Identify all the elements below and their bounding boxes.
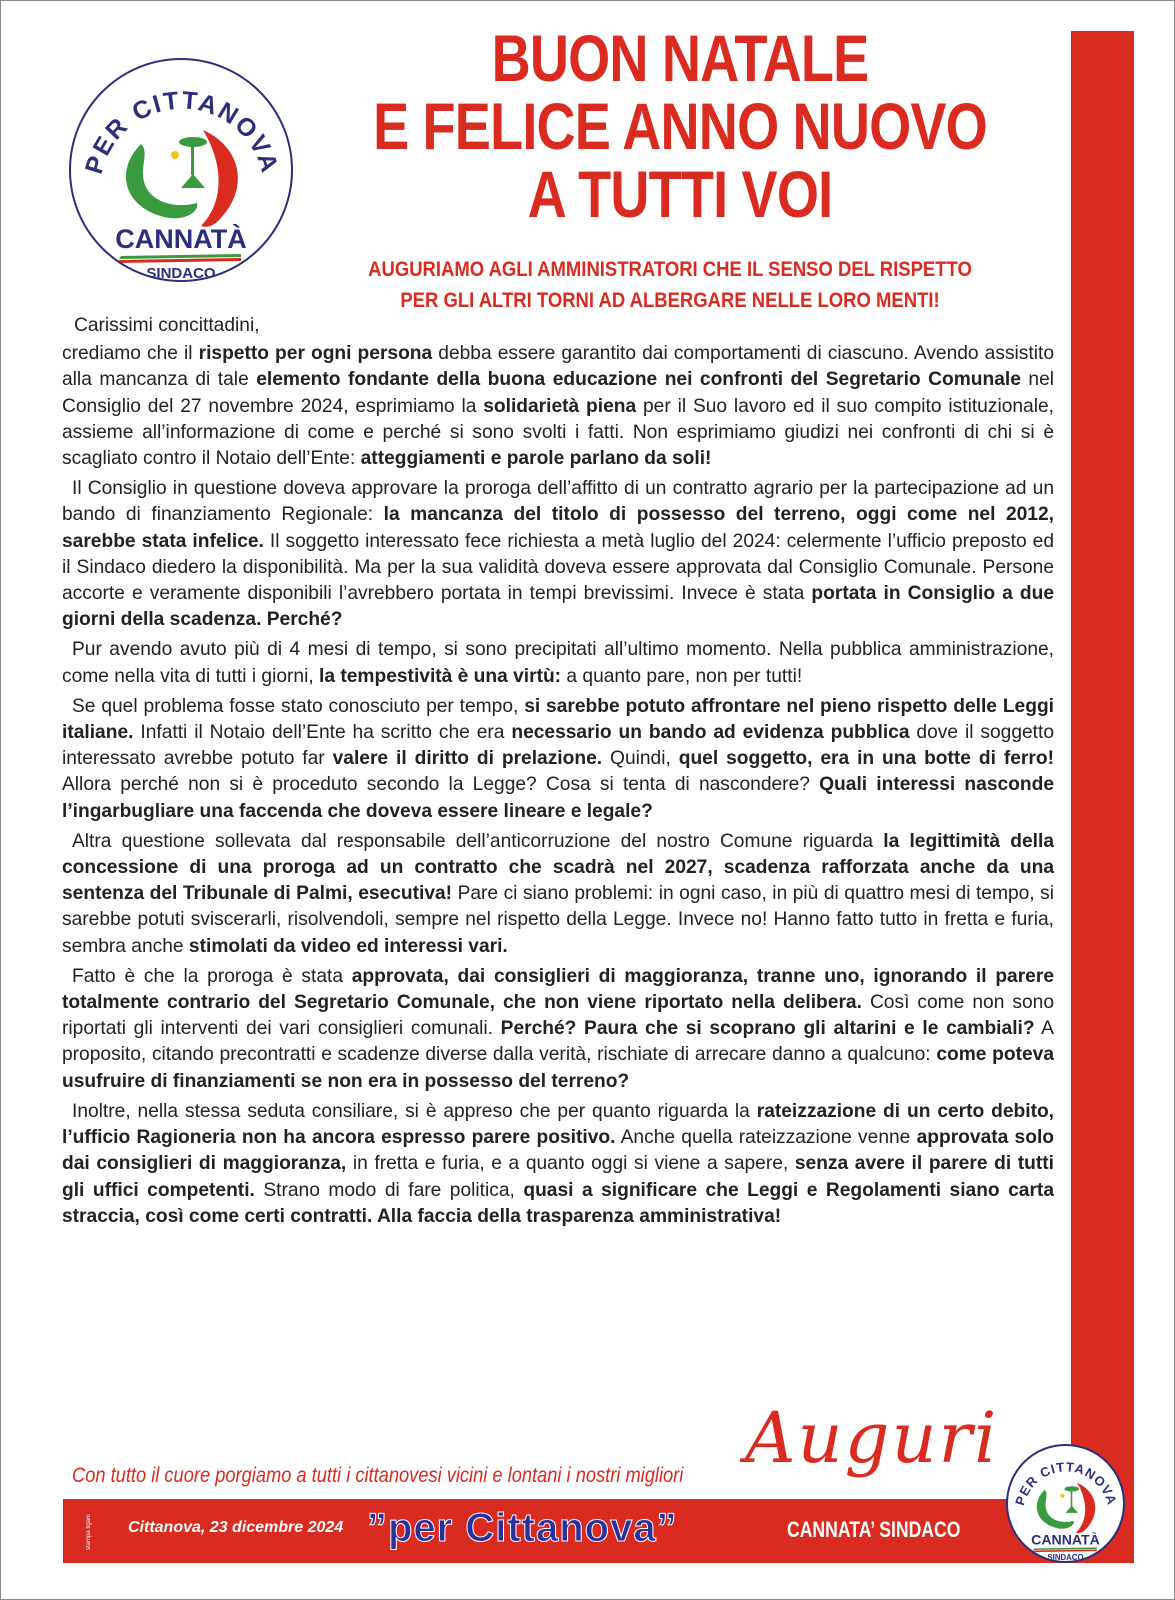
emphasis-text: portata in Consiglio a due giorni della scadenza. Perché?: [62, 583, 1054, 631]
letter-body: [62, 313, 1054, 1234]
emphasis-text: quasi a significare che Leggi e Regolamenti siano carta straccia, così come certi contratti. Alla faccia della trasparenza amministrativa!: [62, 1179, 1054, 1227]
logo-name: CANNATÀ: [115, 224, 247, 254]
emphasis-text: si sarebbe potuto affrontare nel pieno rispetto delle Leggi italiane.: [62, 695, 1054, 744]
decorative-red-bar: [1071, 31, 1134, 1501]
emphasis-text: Perché? Paura che si scoprano gli altarini e le cambiali?: [500, 1018, 1035, 1040]
footer-org-subtitle: CANNATA’ SINDACO: [787, 1517, 961, 1542]
letter-paragraph: Il Consiglio in questione doveva approvare la proroga dell’affitto di un contratto agrario per la partecipazione ad un bando di finanziamento Regionale: la mancanza del titolo di possesso del terreno, oggi come nel 2012, sarebbe stata infelice. Il soggetto interessato fece richiesta a metà luglio del 2024: celermente l’ufficio preposto ed il Sindaco diedero la disponibilità. Ma per la sua validità doveva essere approvata dal Consiglio Comunale. Persone accorte e veramente disponibili l’avrebbero portata in tempi brevissimi. Invece è stata portata in Consiglio a due giorni della scadenza. Perché?: [62, 478, 1054, 631]
logo-role: SINDACO: [146, 265, 216, 280]
svg-text:PER CITTANOVA: [80, 86, 284, 177]
footer-org-name: ”per Cittanova”: [367, 1506, 678, 1550]
printer-credit: stampa tigani: [86, 1514, 92, 1550]
emphasis-text: elemento fondante della buona educazione nei confronti del Segretario Comunale: [256, 369, 1021, 391]
emphasis-text: la mancanza del titolo di possesso del terreno, oggi come nel 2012, sarebbe stata infelice.: [62, 504, 1054, 552]
letter-paragraph: Pur avendo avuto più di 4 mesi di tempo, si sono precipitati all’ultimo momento. Nella pubblica amministrazione, come nella vita di tutti i giorni, la tempestività è una virtù: a quanto pare, non per tutti!: [62, 639, 1054, 687]
headline-line-3: A TUTTI VOI: [527, 157, 833, 231]
logo-name: CANNATÀ: [1031, 1531, 1100, 1548]
letter-paragraph: Altra questione sollevata dal responsabile dell’anticorruzione del nostro Comune riguarda la legittimità della concessione di una proroga ad un contratto che scadrà nel 2027, scadenza rafforzata anche da una sentenza del Tribunale di Palmi, esecutiva! Pare ci siano problemi: in ogni caso, in più di quattro mesi di tempo, si sarebbe potuti sviscerarli, risolvendoli, sempre nel rispetto della Legge. Invece no! Hanno fatto tutto in fretta e furia, sembra anche stimolati da video ed interessi vari.: [62, 830, 1054, 957]
emphasis-text: rateizzazione di un certo debito, l’ufficio Ragioneria non ha ancora espresso parere positivo.: [62, 1100, 1055, 1149]
headline-line-1: BUON NATALE: [491, 21, 869, 95]
logo-role: SINDACO: [1047, 1552, 1084, 1561]
emphasis-text: solidarietà piena: [483, 395, 637, 417]
emphasis-text: la tempestività è una virtù:: [319, 665, 562, 687]
page-title: [300, 21, 1060, 231]
emphasis-text: rispetto per ogni persona: [198, 343, 433, 365]
letter-paragraphs: [62, 341, 1054, 1230]
emphasis-text: approvata, dai consiglieri di maggioranza, tranne uno, ignorando il parere totalmente contrario del Segretario Comunale, che non viene riportato nella delibera.: [62, 965, 1054, 1014]
party-logo-small: [1006, 1444, 1125, 1563]
headline-line-2: E FELICE ANNO NUOVO: [373, 89, 987, 163]
svg-text:PER CITTANOVA: [1012, 1459, 1120, 1507]
emphasis-text: la legittimità della concessione di una proroga ad un contratto che scadrà nel 2027, scadenza rafforzata anche da una sentenza del Tribunale di Palmi, esecutiva!: [62, 830, 1054, 905]
letter-paragraph: Fatto è che la proroga è stata approvata, dai consiglieri di maggioranza, tranne uno, ignorando il parere totalmente contrario del Segretario Comunale, che non viene riportato nella delibera. Così come non sono riportati gli interventi dei vari consiglieri comunali. Perché? Paura che si scoprano gli altarini e le cambiali? A proposito, citando precontratti e scadenze diverse dalla verità, rischiate di arrecare danno a qualcuno: come poteva usufruire di finanziamenti se non era in possesso del terreno?: [62, 965, 1055, 1092]
auguri-script: Auguri: [745, 1397, 999, 1479]
letter-paragraph: crediamo che il rispetto per ogni persona debba essere garantito dai comportamenti di ciascuno. Avendo assistito alla mancanza di tale elemento fondante della buona educazione nei confronti del Segretario Comunale nel Consiglio del 27 novembre 2024, esprimiamo la solidarietà piena per il Suo lavoro ed il suo compito istituzionale, assieme all’informazione di come e perché si sono svolti i fatti. Non esprimiamo giudizi nei confronti di chi si è scagliato contro il Notaio dell’Ente: atteggiamenti e parole parlano da soli!: [62, 343, 1055, 470]
emphasis-text: senza avere il parere di tutti gli uffici competenti.: [62, 1153, 1054, 1201]
footer-date: Cittanova, 23 dicembre 2024: [128, 1519, 344, 1536]
letter-paragraph: Se quel problema fosse stato conosciuto per tempo, si sarebbe potuto affrontare nel pieno rispetto delle Leggi italiane. Infatti il Notaio dell’Ente ha scritto che era necessario un bando ad evidenza pubblica dove il soggetto interessato avrebbe potuto far valere il diritto di prelazione. Quindi, quel soggetto, era in una botte di ferro! Allora perché non si è proceduto secondo la Legge? Cosa si tenta di nascondere? Quali interessi nasconde l’ingarbugliare una faccenda che doveva essere lineare e legale?: [62, 695, 1054, 822]
letter-greeting: Carissimi concittadini,: [74, 315, 260, 336]
emphasis-text: quel soggetto, era in una botte di ferro!: [678, 748, 1054, 770]
closing-line: Con tutto il cuore porgiamo a tutti i cittanovesi vicini e lontani i nostri migliori: [72, 1464, 684, 1487]
emphasis-text: Quali interessi nasconde l’ingarbugliare una faccenda che doveva essere lineare e legale?: [62, 774, 1054, 822]
letter-paragraph: Inoltre, nella stessa seduta consiliare, si è appreso che per quanto riguarda la rateizzazione di un certo debito, l’ufficio Ragioneria non ha ancora espresso parere positivo. Anche quella rateizzazione venne approvata solo dai consiglieri di maggioranza, in fretta e furia, e a quanto oggi si viene a sapere, senza avere il parere di tutti gli uffici competenti. Strano modo di fare politica, quasi a significare che Leggi e Regolamenti siano carta straccia, così come certi contratti. Alla faccia della trasparenza amministrativa!: [62, 1100, 1055, 1227]
logo-emblem-icon: [71, 60, 291, 280]
emphasis-text: stimolati da video ed interessi vari.: [188, 935, 508, 957]
emphasis-text: approvata solo dai consiglieri di maggioranza,: [62, 1127, 1054, 1175]
emphasis-text: valere il diritto di prelazione.: [332, 748, 603, 770]
logo-arc-text: PER CITTANOVA: [1012, 1459, 1120, 1508]
subheadline: [280, 254, 1060, 316]
subheadline-line-1: AUGURIAMO AGLI AMMINISTRATORI CHE IL SENSO DEL RISPETTO: [368, 258, 972, 281]
emphasis-text: necessario un bando ad evidenza pubblica: [511, 722, 910, 744]
emphasis-text: atteggiamenti e parole parlano da soli!: [360, 448, 712, 470]
party-logo: [69, 58, 293, 282]
logo-emblem-icon: [1008, 1446, 1123, 1561]
emphasis-text: come poteva usufruire di finanziamenti se non era in possesso del terreno?: [62, 1044, 1054, 1092]
logo-arc-text: PER CITTANOVA: [79, 86, 285, 178]
subheadline-line-2: PER GLI ALTRI TORNI AD ALBERGARE NELLE LORO MENTI!: [400, 289, 940, 312]
